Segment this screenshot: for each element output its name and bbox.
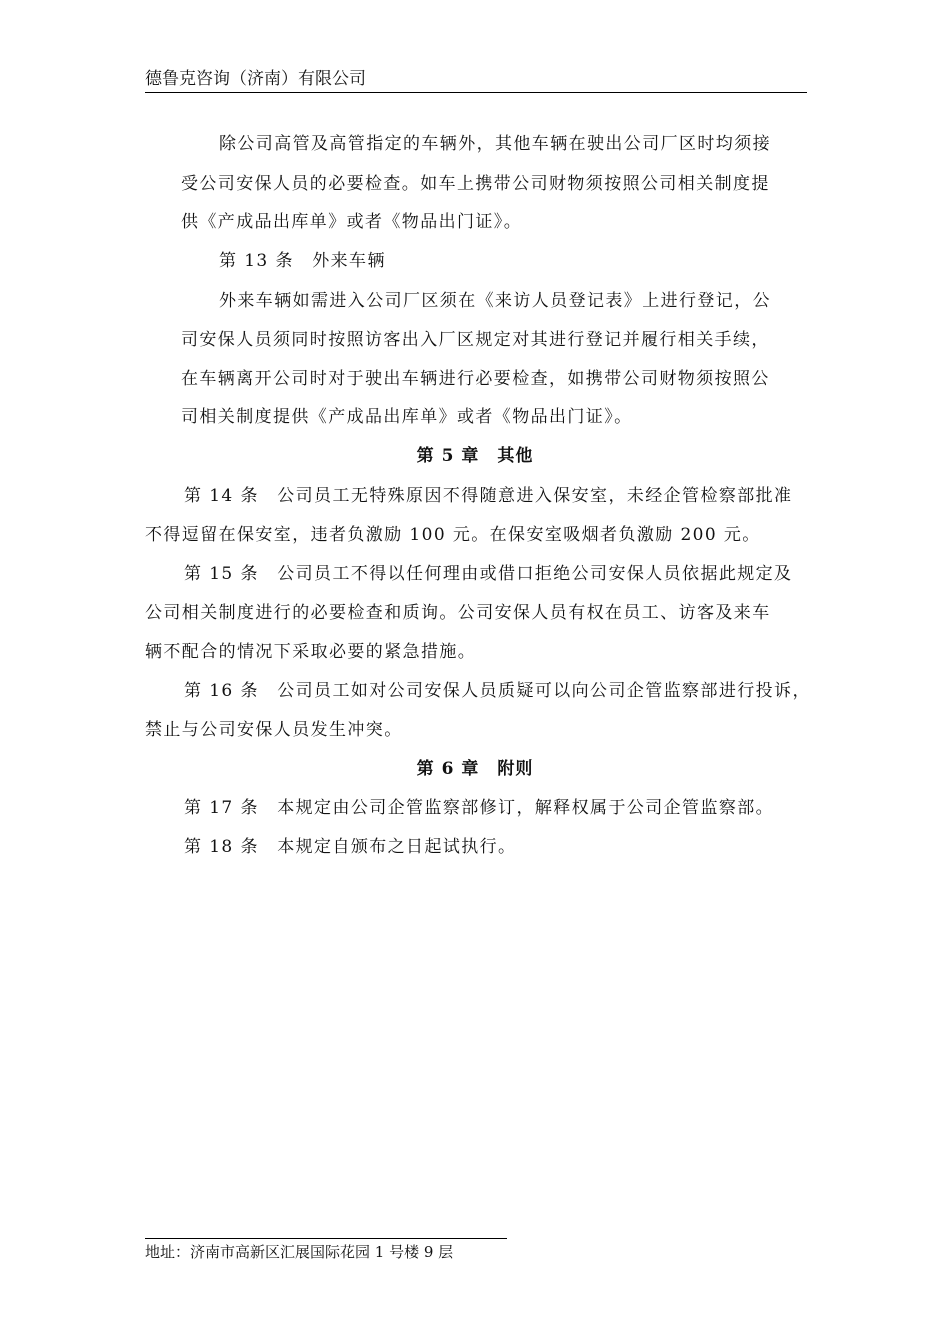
chapter-5-heading: 第 5 章 其他: [416, 446, 534, 466]
footer-address: 地址：济南市高新区汇展国际花园 1 号楼 9 层: [145, 1243, 454, 1261]
article-17: 第 17 条 本规定由公司企管监察部修订，解释权属于公司企管监察部。: [184, 798, 775, 818]
page-header: [145, 68, 807, 93]
article-13-title: 第 13 条 外来车辆: [219, 251, 386, 271]
paragraph-line: 在车辆离开公司时对于驶出车辆进行必要检查，如携带公司财物须按照公: [181, 369, 770, 389]
article-15-line: 辆不配合的情况下采取必要的紧急措施。: [145, 642, 477, 662]
company-name: 德鲁克咨询（济南）有限公司: [145, 69, 366, 89]
paragraph-line: 供《产成品出库单》或者《物品出门证》。: [181, 212, 523, 232]
article-16-line: 禁止与公司安保人员发生冲突。: [145, 720, 403, 740]
paragraph-line: 受公司安保人员的必要检查。如车上携带公司财物须按照公司相关制度提: [181, 174, 770, 194]
paragraph-line: 司安保人员须同时按照访客出入厂区规定对其进行登记并履行相关手续，: [181, 330, 770, 350]
article-15-line: 公司相关制度进行的必要检查和质询。公司安保人员有权在员工、访客及来车: [145, 603, 771, 623]
footer-divider: [145, 1238, 507, 1239]
article-16-line: 第 16 条 公司员工如对公司安保人员质疑可以向公司企管监察部进行投诉，: [184, 681, 811, 701]
paragraph-line: 除公司高管及高管指定的车辆外，其他车辆在驶出公司厂区时均须接: [219, 134, 771, 154]
chapter-6-heading: 第 6 章 附则: [416, 759, 534, 779]
article-18: 第 18 条 本规定自颁布之日起试执行。: [184, 837, 517, 857]
article-14-line: 不得逗留在保安室，违者负激励 100 元。在保安室吸烟者负激励 200 元。: [145, 525, 761, 545]
paragraph-line: 司相关制度提供《产成品出库单》或者《物品出门证》。: [181, 407, 633, 427]
paragraph-line: 外来车辆如需进入公司厂区须在《来访人员登记表》上进行登记，公: [219, 291, 771, 311]
article-15-line: 第 15 条 公司员工不得以任何理由或借口拒绝公司安保人员依据此规定及: [184, 564, 793, 584]
article-14-line: 第 14 条 公司员工无特殊原因不得随意进入保安室，未经企管检察部批准: [184, 486, 793, 506]
